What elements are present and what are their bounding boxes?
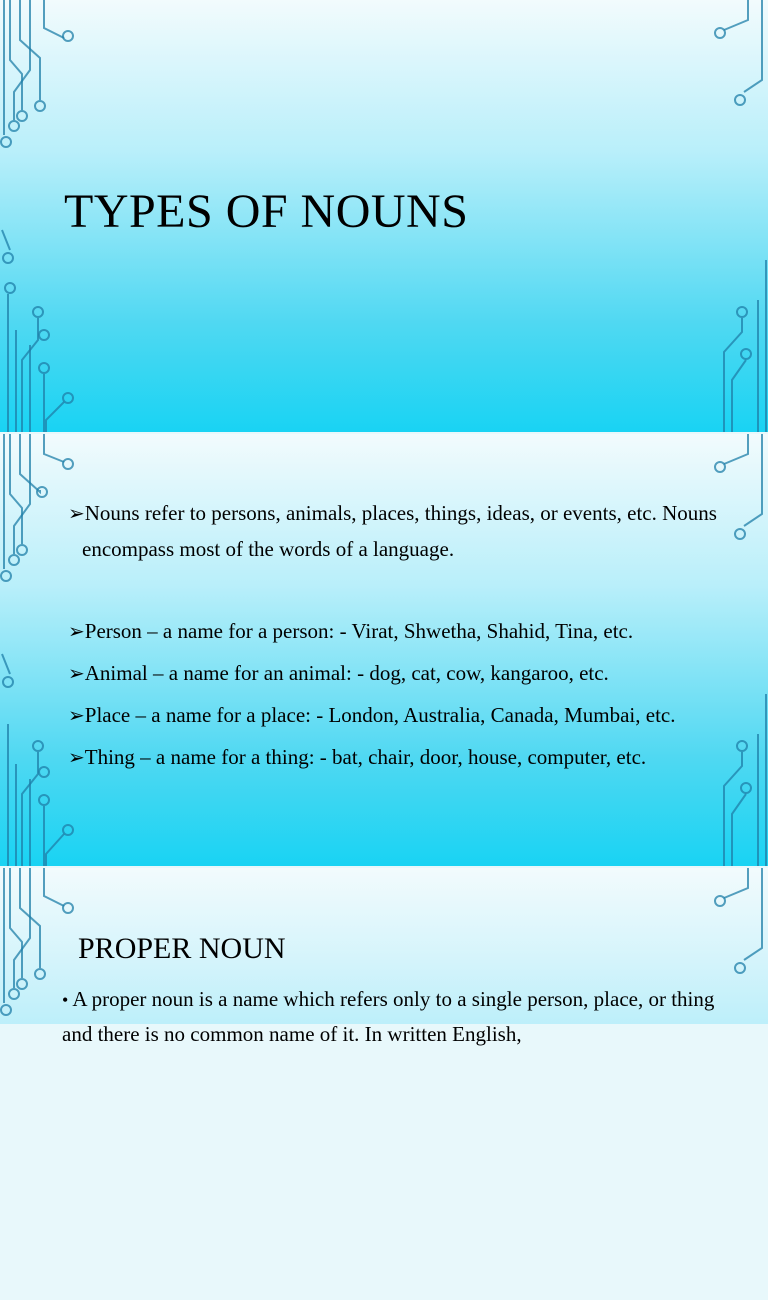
proper-noun-heading: PROPER NOUN <box>78 932 286 965</box>
bullet-text: Thing – a name for a thing: - bat, chair, door, house, computer, etc. <box>84 745 647 769</box>
bullet-place <box>68 698 718 734</box>
bullet-dot-icon: • <box>62 990 69 1010</box>
bullet-text: Nouns refer to persons, animals, places, things, ideas, or events, etc. Nouns encompass most of the words of a language. <box>82 501 717 561</box>
circuit-decoration-right <box>688 0 768 432</box>
proper-noun-bullet <box>62 982 722 1051</box>
bullet-text: Animal – a name for an animal: - dog, cat, cow, kangaroo, etc. <box>84 661 609 685</box>
bullet-animal <box>68 656 718 692</box>
bullet-text: Place – a name for a place: - London, Australia, Canada, Mumbai, etc. <box>84 703 676 727</box>
arrow-bullet-icon: ➢ <box>68 705 85 727</box>
noun-bullet-list <box>68 496 718 776</box>
arrow-bullet-icon: ➢ <box>68 621 85 643</box>
arrow-bullet-icon: ➢ <box>68 663 85 685</box>
bullet-text: Person – a name for a person: - Virat, Shwetha, Shahid, Tina, etc. <box>84 619 634 643</box>
bullet-intro <box>68 496 718 567</box>
slide-proper-noun <box>0 868 768 1046</box>
slide-noun-definition <box>0 434 768 866</box>
bullet-text: A proper noun is a name which refers only to a single person, place, or thing and there is no common name of it. In written English, <box>62 987 715 1046</box>
slide-title <box>0 0 768 432</box>
arrow-bullet-icon: ➢ <box>68 503 85 525</box>
circuit-decoration-right <box>688 868 768 1300</box>
bullet-person <box>68 614 718 650</box>
bullet-thing <box>68 740 718 776</box>
slide-title-heading: TYPES OF NOUNS <box>64 185 469 238</box>
arrow-bullet-icon: ➢ <box>68 747 85 769</box>
circuit-decoration-left <box>0 868 80 1300</box>
